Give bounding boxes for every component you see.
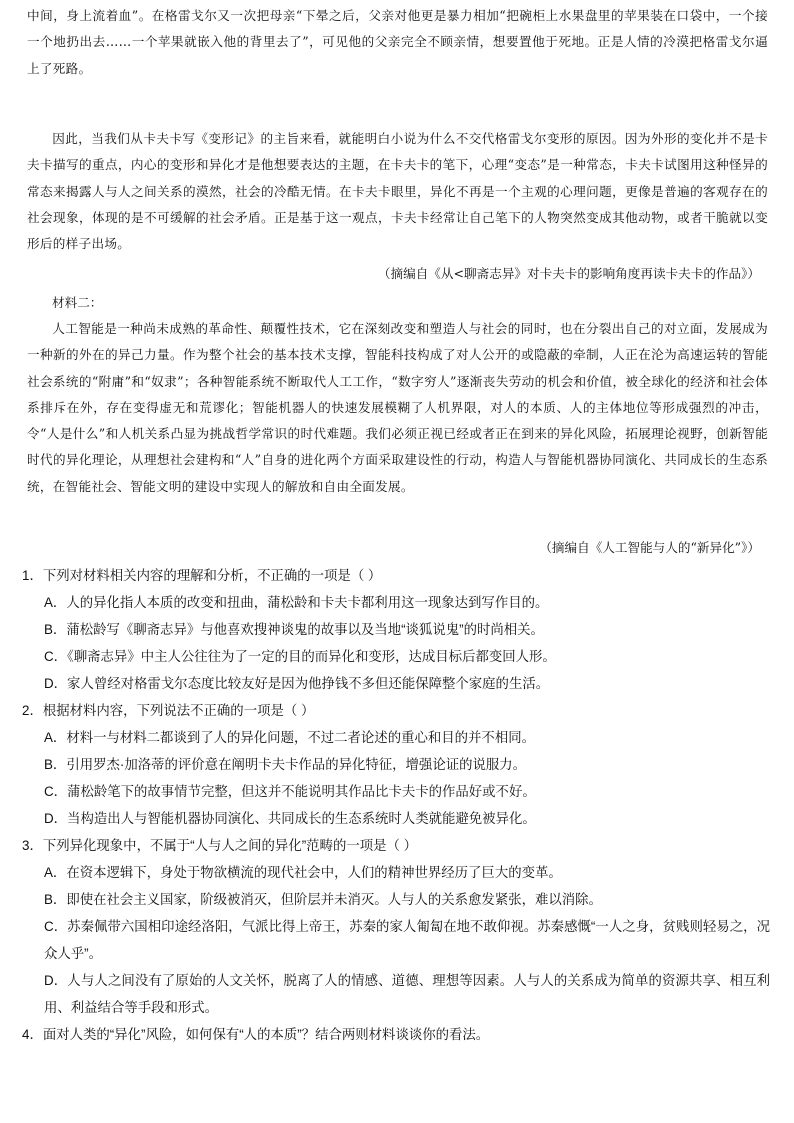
material2-paragraph: 人工智能是一种尚未成熟的革命性、颠覆性技术，它在深刻改变和塑造人与社会的同时，也在分裂出自己的对立面，发展成为一种新的外在的异己力量。作为整个社会的基本技术支撑，智能科技构成了对人公开的或隐蔽的牵制，人正在沦为高速运转的智能社会系统的“附庸”和“奴隶”；各种智能系统不断取代人工工作，“数字穷人”逐渐丧失劳动的机会和价值，被全球化的经济和社会体系排斥在外，存在变得虚无和荒谬化；智能机器人的快速发展模糊了人机界限，对人的本质、人的主体地位等形成强烈的冲击，令“人是什么”和人机关系凸显为挑战哲学常识的时代难题。我们必须正视已经或者正在到来的异化风险，拓展理论视野，创新智能时代的异化理论，从理想社会建构和“人”自身的进化两个方面采取建设性的行动，构造人与智能机器协同演化、共同成长的生态系统，在智能社会、智能文明的建设中实现人的解放和自由全面发展。 [27,321,768,494]
option-b: B．引用罗杰·加洛蒂的评价意在阐明卡夫卡作品的异化特征，增强论证的说服力。 [44,757,527,772]
option-a: A．在资本逻辑下，身处于物欲横流的现代社会中，人们的精神世界经历了巨大的变革。 [44,865,562,880]
option-b: B．蒲松龄写《聊斋志异》与他喜欢搜神谈鬼的故事以及当地“谈狐说鬼”的时尚相关。 [44,622,544,637]
material1-paragraph-continued: 中间，身上流着血”。在格雷戈尔又一次把母亲“下晕之后，父亲对他更是暴力相加“把碗柜上水果盘里的苹果装在口袋中，一个接一个地扔出去……一个苹果就嵌入他的背里去了”，可见他的父亲完全不顾亲情，想要置他于死地。正是人情的冷漠把格雷戈尔逼上了死路。 [27,8,768,76]
option-a: A．材料一与材料二都谈到了人的异化问题，不过二者论述的重心和目的并不相同。 [44,730,535,745]
option-c: C．《聊斋志异》中主人公往往为了一定的目的而异化和变形，达成目标后都变回人形。 [44,649,556,664]
question-stem: 4．面对人类的“异化”风险，如何保有“人的本质”？结合两则材料谈谈你的看法。 [22,1027,490,1042]
option-a: A．人的异化指人本质的改变和扭曲，蒲松龄和卡夫卡都利用这一现象达到写作目的。 [44,595,549,610]
option-c: C．苏秦佩带六国相印途经洛阳，气派比得上帝王，苏秦的家人匍匐在地不敢仰视。苏秦感慨“一人之身，贫贱则轻易之，况众人乎”。 [44,919,770,961]
material1-paragraph-2: 因此，当我们从卡夫卡写《变形记》的主旨来看，就能明白小说为什么不交代格雷戈尔变形的原因。因为外形的变化并不是卡夫卡描写的重点，内心的变形和异化才是他想要表达的主题，在卡夫卡的笔下，心理“变态”是一种常态，卡夫卡试图用这种怪异的常态来揭露人与人之间关系的漠然，社会的冷酷无情。在卡夫卡眼里，异化不再是一个主观的心理问题，更像是普遍的客观存在的社会现象，体现的是不可缓解的社会矛盾。正是基于这一观点，卡夫卡经常让自己笔下的人物突然变成其他动物，或者干脆就以变形后的样子出场。 [27,131,768,252]
option-d: D．人与人之间没有了原始的人文关怀，脱离了人的情感、道德、理想等因素。人与人的关系成为简单的资源共享、相互利用、利益结合等手段和形式。 [44,973,770,1015]
option-c: C．蒲松龄笔下的故事情节完整，但这并不能说明其作品比卡夫卡的作品好或不好。 [44,784,536,799]
question-stem: 2．根据材料内容，下列说法不正确的一项是（ ） [22,703,315,718]
option-d: D．当构造出人与智能机器协同演化、共同成长的生态系统时人类就能避免被异化。 [44,811,536,826]
question-stem: 3．下列异化现象中，不属于“人与人之间的异化”范畴的一项是（ ） [22,838,418,853]
material2-label: 材料二： [52,295,103,310]
option-d: D．家人曾经对格雷戈尔态度比较友好是因为他挣钱不多但还能保障整个家庭的生活。 [44,676,550,691]
material1-source: （摘编自《从<聊斋志异》对卡夫卡的影响角度再读卡夫卡的作品》） [377,266,760,281]
material2-source: （摘编自《人工智能与人的“新异化”》） [539,540,760,555]
question-stem: 1．下列对材料相关内容的理解和分析，不正确的一项是（ ） [22,568,382,583]
option-b: B．即使在社会主义国家，阶级被消灭，但阶层并未消灭。人与人的关系愈发紧张，难以消除。 [44,892,602,907]
